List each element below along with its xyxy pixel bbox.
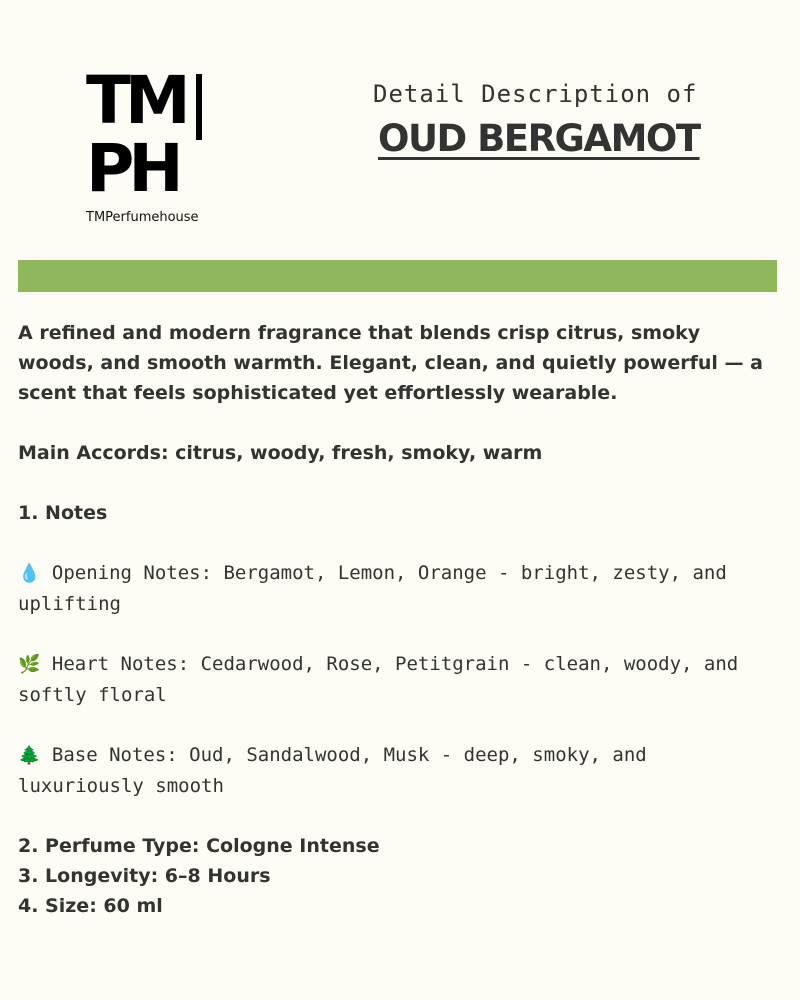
opening-notes <box>18 558 778 619</box>
size: 4. Size: 60 ml <box>18 895 163 917</box>
brand-logo <box>80 62 210 230</box>
product-title: OUD BERGAMOT <box>378 117 700 160</box>
droplet-icon: 💧 <box>18 563 41 584</box>
accent-band <box>18 260 777 292</box>
perfume-type: 2. Perfume Type: Cologne Intense <box>18 835 380 857</box>
longevity: 3. Longevity: 6–8 Hours <box>18 865 271 887</box>
main-accords: Main Accords: citrus, woody, fresh, smoky, warm <box>18 442 543 464</box>
logo-caption: TMPerfumehouse <box>86 210 199 225</box>
heart-notes <box>18 649 778 710</box>
heart-notes-text: Heart Notes: Cedarwood, Rose, Petitgrain - clean, woody, and softly floral <box>18 653 739 706</box>
logo-text-tm: TM <box>86 62 185 139</box>
notes-heading: 1. Notes <box>18 502 108 524</box>
logo-bar <box>196 74 202 140</box>
description-content <box>18 318 778 921</box>
product-description: A refined and modern fragrance that blends crisp citrus, smoky woods, and smooth warmth. Elegant, clean, and quietly powerful — a scent that feels sophisticated yet effortlessly wearable. <box>18 322 763 404</box>
base-notes <box>18 740 778 801</box>
opening-notes-text: Opening Notes: Bergamot, Lemon, Orange - bright, zesty, and uplifting <box>18 562 727 615</box>
header-pre-title: Detail Description of <box>373 80 698 108</box>
herb-icon: 🌿 <box>18 654 41 675</box>
logo-text-ph: PH <box>86 130 178 207</box>
tree-icon: 🌲 <box>18 745 41 766</box>
base-notes-text: Base Notes: Oud, Sandalwood, Musk - deep, smoky, and luxuriously smooth <box>18 744 647 797</box>
